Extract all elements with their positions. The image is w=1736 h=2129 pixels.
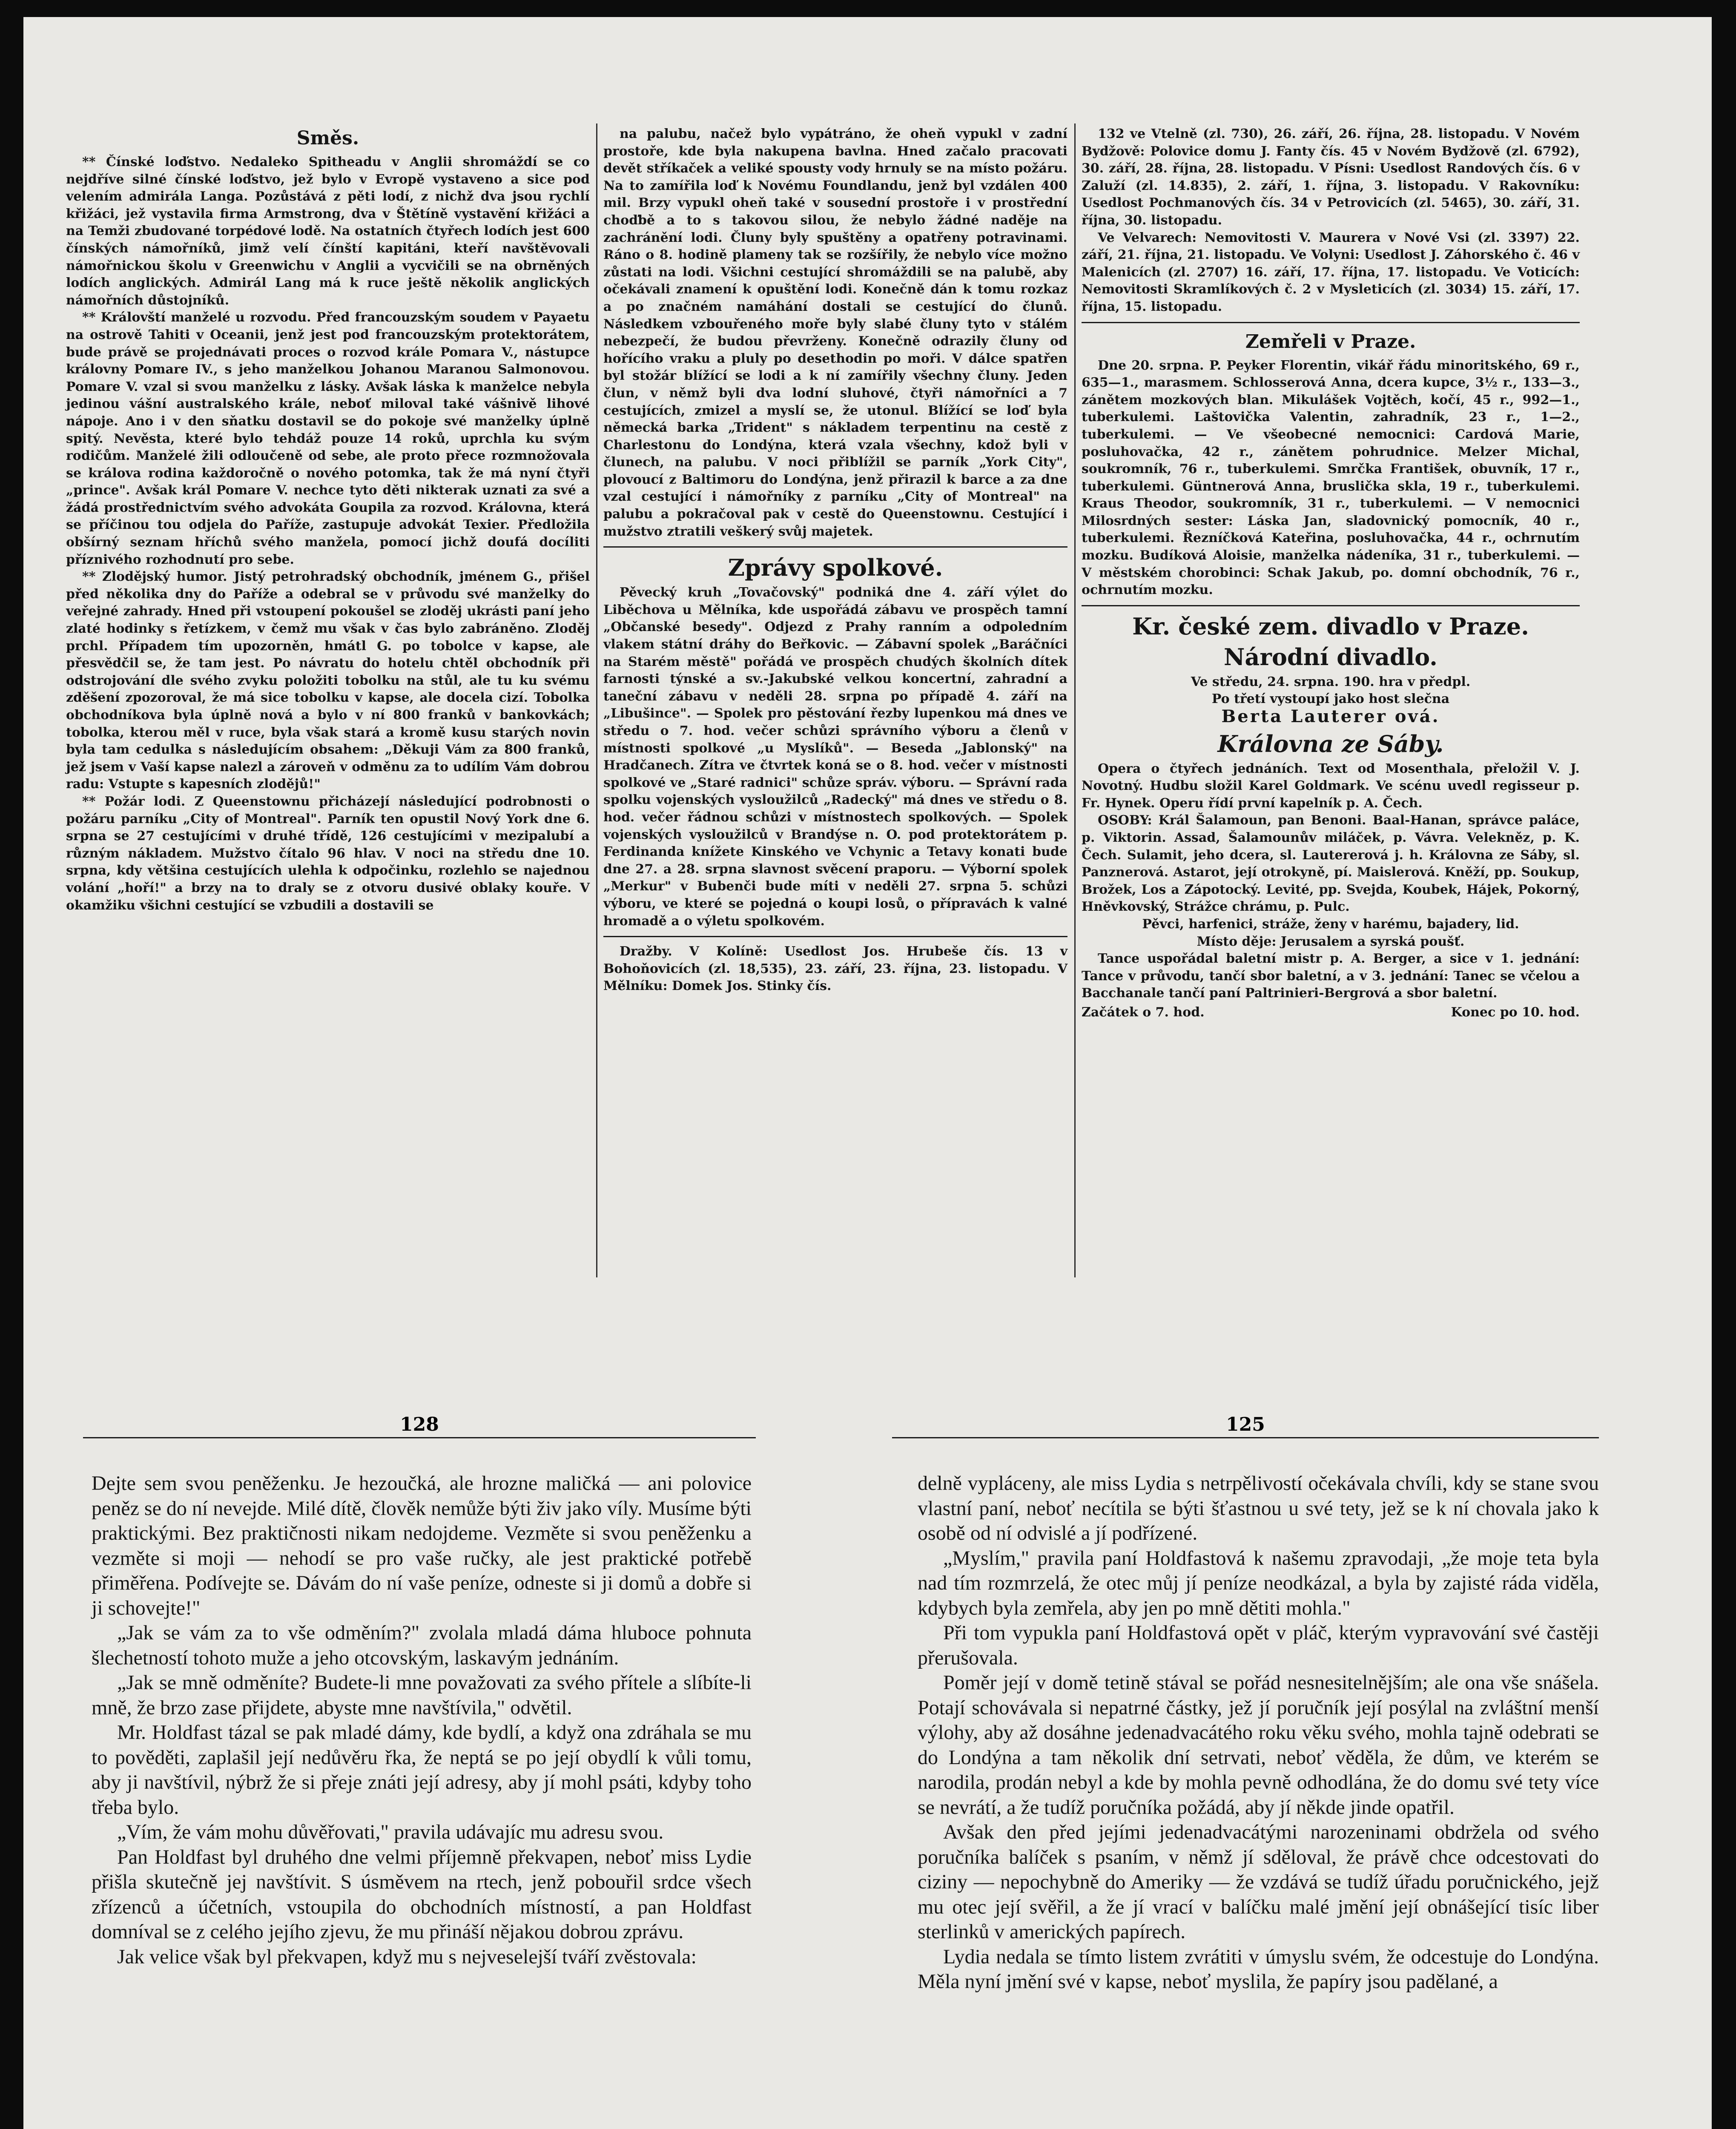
section-rule bbox=[603, 936, 1067, 937]
page-number-left: 128 bbox=[400, 1414, 439, 1435]
column-divider bbox=[1074, 123, 1076, 1277]
article-paragraph: ** Požár lodi. Z Queenstownu přicházejí následující podrobnosti o požáru parníku „City of Montreal". Parník ten opustil Nový York dne 6. srpna se 27 cestujícími v druhé třídě, 126 cestujícími v mezipalubí a různým nákladem. Mužstvo čítalo 96 hlav. V noci na středu dne 10. srpna, kdy většina cestujících ulehla k odpočinku, rozlehlo se najednou volání „hoří!" a brzy na to draly se z otvoru dusivé oblaky kouře. V okamžiku všichni cestující se vzbudili a dostavili se bbox=[66, 794, 590, 913]
section-heading-smes: Směs. bbox=[296, 127, 359, 149]
guest-name: Berta Lauterer ová. bbox=[1221, 706, 1440, 727]
section-rule bbox=[1082, 605, 1580, 606]
page-rule bbox=[83, 1437, 756, 1438]
guest-line: Po třetí vystoupí jako host slečna bbox=[1211, 691, 1450, 707]
section-rule bbox=[603, 546, 1067, 548]
column-smes bbox=[66, 121, 590, 914]
article-paragraph: ** Zlodějský humor. Jistý petrohradský obchodník, jménem G., přišel před několika dny do Paříže a odebral se v průvodu své manželky do veřejné zahrady. Hned při vstoupení pokoušel se zloděj ukrásti paní jeho zlaté hodinky s řetízkem, v čemž mu však v čas bylo zabráněno. Zloděj prchl. Případem tím upozorněn, hmátl G. po tobolce v kapse, ale přesvědčil se, že tam jest. Po návratu do hotelu chtěl obchodník při odstrojování dle svého zvyku položiti tobolku na stůl, ale tu ku svému zděšení zpozoroval, že má sice tobolku v kapse, ale docela cizí. Tobolka obchodníkova byla úplně nová a bylo v ní 800 franků v bankovkách; tobolka, kterou měl v ruce, byla však stará a kromě kusu starých novin byla tam cedulka s následujícím obsahem: „Děkuji Vám za 800 franků, jež jsem v Vaší kapse nalezl a zároveň v odměnu za to udílím Vám dobrou radu: Vstupte s kapesních zlodějů!" bbox=[66, 569, 590, 792]
obituary-paragraph: Dne 20. srpna. P. Peyker Florentin, vikář řádu minoritského, 69 r., 635—1., marasmem. Schlosserová Anna, dcera kupce, 3½ r., 133—3., zánětem mozkových blan. Mikulášek Vojtěch, kočí, 45 r., 992—1., tuberkulemi. Laštovička Valentin, zahradník, 23 r., 1—2., tuberkulemi. — Ve všeobecné nemocnici: Cardová Marie, posluhovačka, 42 r., zánětem pohrudnice. Melzer Michal, soukromník, 76 r., tuberkulemi. Smrčka František, obuvník, 17 r., tuberkulemi. Güntnerová Anna, bruslička skla, 19 r., tuberkulemi. Kraus Theodor, soukromník, 31 r., tuberkulemi. — V nemocnici Milosrdných sester: Láska Jan, sladovnický pomocník, 40 r., tuberkulemi. Řezníčková Kateřina, posluhovačka, 44 r., ochrnutím mozku. Budíková Aloisie, manželka nádeníka, 31 r., tuberkulemi. — V městském chorobinci: Schak Jakub, po. domní obchodník, 76 r., ochrnutím mozku. bbox=[1082, 358, 1580, 598]
newspaper-page bbox=[23, 17, 1712, 2129]
story-paragraph: „Vím, že vám mohu důvěřovati," pravila udávajíc mu adresu svou. bbox=[117, 1821, 664, 1843]
opera-title: Královna ze Sáby. bbox=[1217, 730, 1444, 757]
story-paragraph: Avšak den před jejími jedenadvacátými narozeninami obdržela od svého poručníka balíček s psaním, v němž jí sděloval, že právě chce odcestovati do ciziny — nepochybně do Ameriky — že vzdává se tudíž úřadu poručnického, jejž mu otec její svěřil, a že jí vrací v balíčku malé jmění její obnášející tisíc liber sterlinků v amerických papírech. bbox=[918, 1821, 1599, 1943]
auction-paragraph: 132 ve Vtelně (zl. 730), 26. září, 26. října, 28. listopadu. V Novém Bydžově: Polovice domu J. Fanty čís. 45 v Novém Bydžově (zl. 6792), 30. září, 28. října, 28. listopadu. V Písni: Usedlost Randových čís. 6 v Zaluží (zl. 14.835), 2. září, 1. října, 3. listopadu. V Rakovníku: Usedlost Pochmanových čís. 34 v Petrovicích (zl. 5465), 30. září, 31. října, 30. listopadu. bbox=[1082, 126, 1580, 228]
performance-line: Ve středu, 24. srpna. 190. hra v předpl. bbox=[1191, 674, 1471, 689]
end-time: Konec po 10. hod. bbox=[1451, 1004, 1580, 1020]
story-paragraph: Mr. Holdfast tázal se pak mladé dámy, kde bydlí, a když ona zdráhala se mu to pověděti, zaplašil její nedůvěru řka, že neptá se po její obydlí k vůli tomu, aby ji navštívil, nýbrž že si přeje znáti její adresy, aby jí mohl psáti, kdyby toho třeba bylo. bbox=[92, 1721, 752, 1819]
story-paragraph: „Jak se vám za to vše odměním?" zvolala mladá dáma hluboce pohnuta šlechetností tohoto muže a jeho otcovským, laskavým jednáním. bbox=[92, 1621, 752, 1669]
story-paragraph: Dejte sem svou peněženku. Je hezoučká, ale hrozne maličká — ani polovice peněz se do ní nevejde. Milé dítě, člověk nemůže býti živ jako víly. Musíme býti praktickými. Bez praktičnosti nikam nedojdeme. Vezměte si svou peněženku a vezměte si moji — nehodí se pro vaše ručky, ale jest praktické potřebě přiměřena. Podívejte se. Dávám do ní vaše peníze, odneste si ji domů a dobře si ji schovejte!" bbox=[92, 1472, 752, 1619]
story-paragraph: Při tom vypukla paní Holdfastová opět v pláč, kterým vypravování své častěji přerušovala. bbox=[918, 1621, 1599, 1669]
page-rule bbox=[892, 1437, 1599, 1438]
section-heading-spolky: Zprávy spolkové. bbox=[728, 554, 943, 582]
cast-list: OSOBY: Král Šalamoun, pan Benoni. Baal-Hanan, správce paláce, p. Viktorin. Assad, Šalamounův miláček, p. Vávra. Velekněz, p. K. Čech. Sulamit, jeho dcera, sl. Lautererová j. h. Královna ze Sáby, sl. Panznerová. Astarot, její otrokyně, pí. Maislerová. Kněží, pp. Soukup, Brožek, Los a Zápotocký. Levité, pp. Svejda, Koubek, Hájek, Pokorný, Hněvkovský, Strážce chrámu, p. Pulc. bbox=[1082, 813, 1580, 915]
story-paragraph: delně vypláceny, ale miss Lydia s netrpělivostí očekávala chvíli, kdy se stane svou vlastní paní, neboť necítila se býti šťastnou u své tety, jež se k ní chovala jako k osobě od ní odvislé a jí podřízené. bbox=[918, 1472, 1599, 1544]
article-paragraph: ** Čínské loďstvo. Nedaleko Spitheadu v Anglii shromáždí se co nejdříve silné čínské loďstvo, jež bylo v Evropě vystaveno a sice pod velením admirála Langa. Pozůstává z pěti lodí, z nichž dva jsou rychlí křižáci, jež vystavila firma Armstrong, dva v Štětíně vystavění křižáci a na Temži zbudované torpédové lodě. Na ostatních čtyřech lodích jest 600 čínských námořníků, jimž velí čínští kapitáni, kteří navštěvovali námořnickou školu v Greenwichu v Anglii a vycvičili se na obrněných lodích anglických. Admirál Lang má k ruce ještě několik anglických námořních důstojníků. bbox=[66, 155, 590, 308]
opera-description: Opera o čtyřech jednáních. Text od Mosenthala, přeložil V. J. Novotný. Hudbu složil Karel Goldmark. Ve scénu uvedl regisseur p. Fr. Hynek. Operu řídí první kapelník p. A. Čech. bbox=[1082, 761, 1580, 811]
page-number-right: 125 bbox=[1226, 1414, 1265, 1435]
article-paragraph: ** Královští manželé u rozvodu. Před francouzským soudem v Payaetu na ostrově Tahiti v Oceanii, jenž jest pod francouzským protektorátem, bude právě se projednávati proces o rozvod krále Pomara V., nástupce královny Pomare IV., s jeho manželkou Johanou Maranou Salmonovou. Pomare V. vzal si svou manželku z lásky. Avšak láska k manželce nebyla jedinou vášní australského krále, neboť miloval také vášnivě lihové nápoje. Ano i v den sňatku dostavil se do pokoje své manželky úplně spitý. Nevěsta, které bylo tehdáž pouze 14 roků, uprchla ku svým rodičům. Manželé žili odloučeně od sebe, ale proto přece rozmnožovala se králova rodina každoročně o nového potomka, tak že má nyní čtyři „prince". Avšak král Pomare V. nechce tyto děti nikterak uznati za své a žádá prostřednictvím svého advokáta Goupila za rozvod. Královna, která se příčinou tou odjela do Paříže, zastupuje advokát Texier. Předložila obšírný seznam hříchů svého manžela, pomocí jichž doufá docíliti příznivého rozhodnutí pro sebe. bbox=[66, 310, 590, 567]
chorus-line: Pěvci, harfenici, stráže, ženy v harému, bajadery, lid. bbox=[1142, 916, 1519, 932]
auction-paragraph: Ve Velvarech: Nemovitosti V. Maurera v Nové Vsi (zl. 3397) 22. září, 21. října, 21. listopadu. Ve Volyni: Usedlost J. Záhorského č. 46 v Malenicích (zl. 2707) 16. září, 17. října, 17. listopadu. Ve Voticích: Nemovitosti Skramlíkových č. 2 v Mysleticích (zl. 3034) 15. září, 17. října, 15. listopadu. bbox=[1082, 230, 1580, 314]
start-time: Začátek o 7. hod. bbox=[1082, 1004, 1205, 1020]
story-paragraph: „Jak se mně odměníte? Budete-li mne považovati za svého přítele a slíbíte-li mně, že brzo zase přijdete, abyste mne navštívila," odvětil. bbox=[92, 1671, 752, 1719]
article-paragraph: Pěvecký kruh „Tovačovský" podniká dne 4. září výlet do Liběchova u Mělníka, kde uspořádá zábavu ve prospěch tamní „Občanské besedy". Odjezd z Prahy ranním a odpoledním vlakem státní dráhy do Beřkovic. — Zábavní spolek „Baráčníci na Starém městě" pořádá ve prospěch chudých školních dítek farnosti týnské a sv.-Jakubské velkou koncertní, zahradní a taneční zábavu v neděli 28. srpna po případě 4. září na „Libušince". — Spolek pro pěstování řezby lupenkou má dnes ve středu o 7. hod. večer schůzi správního výboru a členů v místnosti spolkové „u Myslíků". — Beseda „Jablonský" na Hradčanech. Zítra ve čtvrtek koná se o 8. hod. večer v místnosti spolkové ve „Staré radnici" schůze správ. výboru. — Správní rada spolku vojenských vysloužilců „Radecký" má dnes ve středu o 8. hod. večer řádnou schůzi v místnostech spolkových. — Spolek vojenských vysloužilců v Brandýse n. O. pod protektorátem p. Ferdinanda knížete Kinského ve Vchynic a Tetavy konati bude dne 27. a 28. srpna slavnost svěcení praporu. — Výborní spolek „Merkur" v Bubenči bude míti v neděli 27. srpna 5. schůzi výboru, ve které se pojedná o koupi losů, o přípravách k valné hromadě a o výletu spolkovém. bbox=[603, 585, 1067, 929]
column-news bbox=[603, 126, 1067, 995]
section-rule bbox=[1082, 322, 1580, 323]
story-column-right bbox=[918, 1471, 1599, 1994]
story-paragraph: Pan Holdfast byl druhého dne velmi příjemně překvapen, neboť miss Lydie přišla skutečně jej navštívit. S úsměvem na rtech, jenž pobouřil srdce všech zřízenců a účetních, vstoupila do obchodních místností, a pan Holdfast domníval se z celého jejího zjevu, že mu přináší nějakou dobrou zprávu. bbox=[92, 1845, 752, 1943]
column-divider bbox=[596, 123, 597, 1277]
auction-paragraph: Dražby. V Kolíně: Usedlost Jos. Hrubeše čís. 13 v Bohoňovicích (zl. 18,535), 23. září, 23. října, 23. listopadu. V Mělníku: Domek Jos. Stinky čís. bbox=[603, 944, 1067, 994]
story-column-left bbox=[92, 1471, 752, 1969]
story-paragraph: Poměr její v domě tetině stával se pořád nesnesitelnějším; ale ona vše snášela. Potají schovávala si nepatrné částky, jež jí poručník její posýlal na zvláštní menší výlohy, aby až dosáhne jedenadvacátého roku věku svého, mohla tajně odebrati se do Londýna a tam několik dní setrvati, neboť věděla, že dům, ve kterém se narodila, prodán nebyl a kde by mohla pevně odhodlána, že do domu své tety více se nevrátí, a že tudíž poručníka požádá, aby jí někde jinde opatřil. bbox=[918, 1671, 1599, 1819]
column-notices bbox=[1082, 126, 1580, 1021]
article-paragraph: na palubu, načež bylo vypátráno, že oheň vypukl v zadní prostoře, kde byla nakupena bavlna. Hned začalo pracovati devět stříkaček a veliké spousty vody hrnuly se na místo požáru. Na to zamířila loď k Novému Foundlandu, jenž byl vzdálen 400 mil. Brzy vypukl oheň také v sousední prostoře i v prostřední choďbě a to s takovou silou, že nebylo žádné naděje na zachránění lodi. Čluny byly spuštěny a opatřeny potravinami. Ráno o 8. hodině plameny tak se rozšířily, že nebylo více možno zůstati na lodi. Všichni cestující shromáždili se na palubě, aby očekávali znamení k opuštění lodi. Konečně dán k tomu rozkaz a po značném namáhání dostali se cestující do člunů. Následkem vzbouřeného moře byly slabé čluny tyto v stálém nebezpečí, že budou převrženy. Konečně odrazily čluny od hořícího vraku a pluly po desethodin po moři. V dálce spatřen byl stožár blížící se lodi a k ní zamířily všechny čluny. Jeden člun, v němž byli dva lodní sluhové, čtyři námořníci a 7 cestujících, zmizel a myslí se, že utonul. Blížící se loď byla německá barka „Trident" s nákladem terpentinu na cestě z Charlestonu do Londýna, která vzala všechny, kdož byli v člunech, na palubu. V noci přiblížil se parník „York City", plovoucí z Baltimoru do Londýna, jenž přirazil k barce a za dne vzal cestující i námořníky z parníku „City of Montreal" na palubu a pokračoval pak v cestě do Queenstownu. Cestující i mužstvo ztratili veškerý svůj majetek. bbox=[603, 126, 1067, 539]
story-paragraph: Jak velice však byl překvapen, když mu s nejveselejší tváří zvěstovala: bbox=[117, 1945, 697, 1968]
theatre-heading: Kr. české zem. divadlo v Praze. bbox=[1132, 612, 1529, 640]
place-line: Místo děje: Jerusalem a syrská poušť. bbox=[1197, 934, 1465, 949]
theatre-subheading: Národní divadlo. bbox=[1224, 643, 1438, 671]
showtime-row bbox=[1082, 1004, 1580, 1021]
dance-note: Tance uspořádal baletní mistr p. A. Berger, a sice v 1. jednání: Tance v průvodu, tančí sbor baletní, a v 3. jednání: Tanec se včelou a Bacchanale tančí paní Paltrinieri-Bergrová a sbor baletní. bbox=[1082, 951, 1580, 1001]
story-paragraph: „Myslím," pravila paní Holdfastová k našemu zpravodaji, „že moje teta byla nad tím rozmrzelá, že otec můj jí peníze neodkázal, a byla by zajisté ráda viděla, kdybych byla zemřela, aby jen po mně dětiti mohla." bbox=[918, 1547, 1599, 1619]
section-heading-zemreli: Zemřeli v Praze. bbox=[1245, 330, 1416, 353]
story-paragraph: Lydia nedala se tímto listem zvrátiti v úmyslu svém, že odcestuje do Londýna. Měla nyní jmění své v kapse, neboť myslila, že papíry jsou padělané, a bbox=[918, 1945, 1599, 1993]
